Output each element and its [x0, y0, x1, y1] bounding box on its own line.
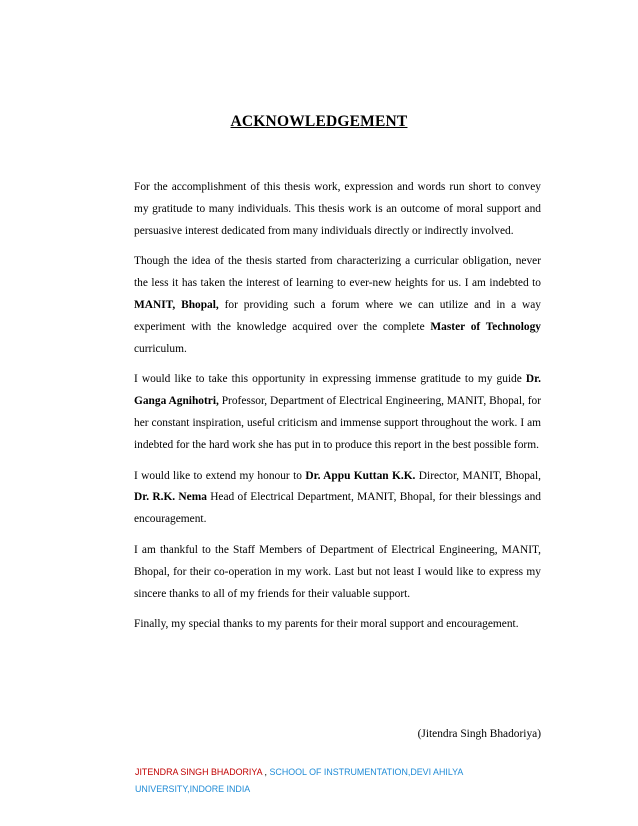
paragraph-2-text-3: curriculum. — [134, 342, 187, 355]
degree-name: Master of Technology — [430, 320, 541, 333]
paragraph-4 — [134, 466, 541, 531]
paragraph-2-text-1: Though the idea of the thesis started from characterizing a curricular obligation, never the less it has taken the interest of learning to ever-new heights for us. I am indebted to — [134, 255, 541, 290]
paragraph-3-text-1: I would like to take this opportunity in expressing immense gratitude to my guide — [134, 373, 526, 386]
page-footer — [135, 764, 515, 798]
paragraph-5 — [134, 540, 541, 605]
paragraph-1-text: For the accomplishment of this thesis work, expression and words run short to convey my gratitude to many individuals. This thesis work is an outcome of moral support and persuasive interest dedicated from many individuals directly or indirectly involved. — [134, 181, 541, 237]
paragraph-2-text-2: for providing such a forum where we can utilize and in a way experiment with the knowledge acquired over the complete — [134, 298, 541, 333]
footer-author: JITENDRA SINGH BHADORIYA — [135, 767, 263, 777]
paragraph-4-text-2: Director, MANIT, Bhopal, — [415, 469, 541, 482]
guide-name: Dr. Ganga Agnihotri, — [134, 373, 541, 408]
paragraph-3 — [134, 369, 541, 456]
institution-name: MANIT, Bhopal, — [134, 298, 219, 311]
footer-separator: , — [262, 767, 270, 777]
paragraph-4-text-3: Head of Electrical Department, MANIT, Bhopal, for their blessings and encouragement. — [134, 491, 541, 526]
hod-name: Dr. R.K. Nema — [134, 491, 207, 504]
page-title: ACKNOWLEDGEMENT — [230, 113, 408, 130]
paragraph-4-text-1: I would like to extend my honour to — [134, 469, 306, 482]
paragraph-1 — [134, 177, 541, 242]
paragraph-6 — [134, 614, 541, 636]
paragraph-5-text: I am thankful to the Staff Members of Department of Electrical Engineering, MANIT, Bhopal, for their co-operation in my work. Last but not least I would like to express my sincere thanks to all of my friends for their valuable support. — [134, 543, 541, 600]
signature: (Jitendra Singh Bhadoriya) — [417, 728, 541, 740]
paragraph-3-text-2: Professor, Department of Electrical Engineering, MANIT, Bhopal, for her constant inspiration, useful criticism and immense support throughout the work. I am indebted for the hard work she has put in to produce this report in the best possible form. — [134, 395, 542, 451]
paragraph-2 — [134, 251, 541, 360]
footer-affiliation: SCHOOL OF INSTRUMENTATION,DEVI AHILYA UNIVERSITY,INDORE INDIA — [135, 767, 463, 794]
paragraph-6-text: Finally, my special thanks to my parents for their moral support and encouragement. — [134, 618, 519, 631]
acknowledgement-body — [134, 177, 541, 645]
director-name: Dr. Appu Kuttan K.K. — [305, 469, 416, 482]
